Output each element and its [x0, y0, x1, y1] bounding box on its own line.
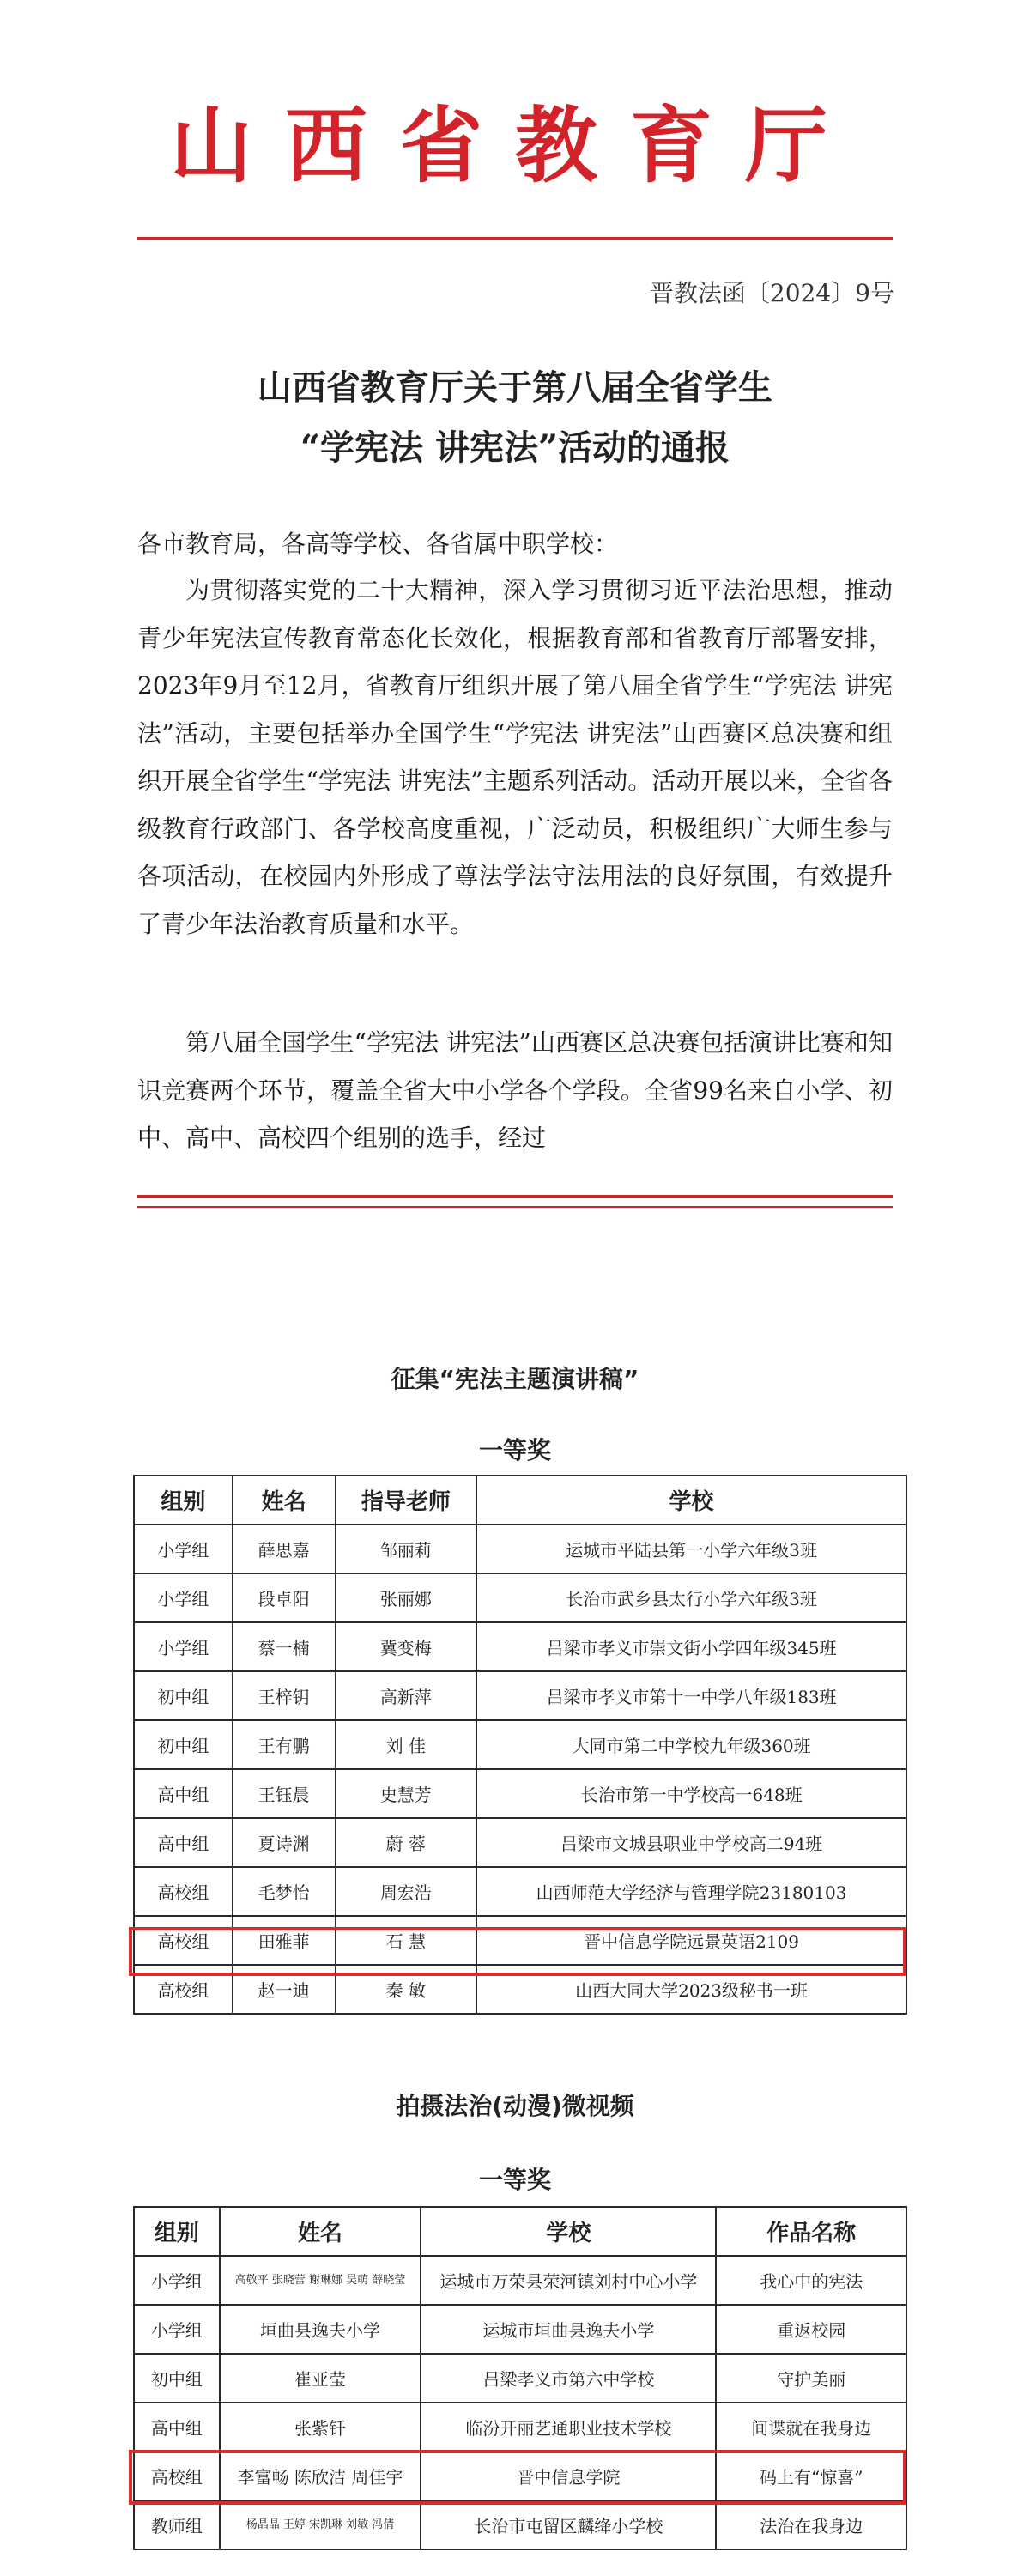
- cell-school: 山西师范大学经济与管理学院23180103: [476, 1867, 906, 1916]
- cell-work-title: 法治在我身边: [716, 2500, 906, 2549]
- cell-school: 运城市垣曲县逸夫小学: [421, 2305, 716, 2354]
- cell-group: 小学组: [134, 1573, 233, 1622]
- cell-teacher: 张丽娜: [336, 1573, 477, 1622]
- cell-name: 崔亚莹: [220, 2354, 421, 2403]
- cell-teacher: 周宏浩: [336, 1867, 477, 1916]
- cell-group: 高中组: [134, 2403, 220, 2452]
- body-paragraph-1: 为贯彻落实党的二十大精神，深入学习贯彻习近平法治思想，推动青少年宪法宣传教育常态化长效化，根据教育部和省教育厅部署安排，2023年9月至12月，省教育厅组织开展了第八届全省学生“学宪法 讲宪法”活动，主要包括举办全国学生“学宪法 讲宪法”山西赛区总决赛和组织开展全省学生“学宪法 讲宪法”主题系列活动。活动开展以来，全省各级教育行政部门、各学校高度重视，广泛动员，积极组织广大师生参与各项活动，在校园内外形成了尊法学法守法用法的良好氛围，有效提升了青少年法治教育质量和水平。: [137, 576, 893, 938]
- cell-name: 田雅菲: [233, 1916, 336, 1965]
- cell-teacher: 秦 敏: [336, 1965, 477, 2014]
- cell-teacher: 高新萍: [336, 1671, 477, 1720]
- cell-school: 晋中信息学院远景英语2109: [476, 1916, 906, 1965]
- col-header: 作品名称: [716, 2207, 906, 2256]
- cell-group: 初中组: [134, 2354, 220, 2403]
- cell-group: 小学组: [134, 2256, 220, 2305]
- cell-school: 运城市平陆县第一小学六年级3班: [476, 1524, 906, 1573]
- highlight-box: [129, 1927, 906, 1976]
- section2-award: 一等奖: [478, 2166, 551, 2194]
- cell-group: 初中组: [134, 1671, 233, 1720]
- cell-group: 高中组: [134, 1818, 233, 1867]
- table-header-row: [134, 1476, 906, 1524]
- cell-group: 高校组: [134, 2452, 220, 2500]
- cell-teacher: 冀变梅: [336, 1622, 477, 1671]
- cell-school: 临汾开丽艺通职业技术学校: [421, 2403, 716, 2452]
- body-paragraph-2: 第八届全国学生“学宪法 讲宪法”山西赛区总决赛包括演讲比赛和知识竞赛两个环节，覆盖全省大中小学各个学段。全省99名来自小学、初中、高中、高校四个组别的选手，经过: [137, 1028, 893, 1152]
- section1-award: 一等奖: [478, 1436, 551, 1464]
- table-row: [134, 1867, 906, 1916]
- cell-teacher: 蔚 蓉: [336, 1818, 477, 1867]
- cell-group: 教师组: [134, 2500, 220, 2549]
- table-row: [134, 2354, 906, 2403]
- table-header-row: [134, 2207, 906, 2256]
- col-header: 组别: [134, 2207, 220, 2256]
- cell-group: 初中组: [134, 1720, 233, 1769]
- table-row: [134, 2305, 906, 2354]
- col-header: 姓名: [220, 2207, 421, 2256]
- cell-school: 长治市第一中学校高一648班: [476, 1769, 906, 1818]
- col-header: 学校: [476, 1476, 906, 1524]
- cell-school: 大同市第二中学校九年级360班: [476, 1720, 906, 1769]
- cell-group: 小学组: [134, 2305, 220, 2354]
- cell-work-title: 间谍就在我身边: [716, 2403, 906, 2452]
- cell-work-title: 重返校园: [716, 2305, 906, 2354]
- addressee: 各市教育局，各高等学校、各省属中职学校：: [137, 530, 619, 558]
- notice-title-line1: 山西省教育厅关于第八届全省学生: [258, 367, 772, 408]
- cell-name: 李富畅 陈欣洁 周佳宇: [220, 2452, 421, 2500]
- cell-name: 张紫钎: [220, 2403, 421, 2452]
- cell-school: 吕梁市孝义市第十一中学八年级183班: [476, 1671, 906, 1720]
- cell-name: 王有鹏: [233, 1720, 336, 1769]
- table-row: [134, 1622, 906, 1671]
- red-footer-line: [137, 1195, 893, 1198]
- cell-school: 山西大同大学2023级秘书一班: [476, 1965, 906, 2014]
- org-letterhead: 山西省教育厅: [170, 97, 860, 194]
- col-header: 指导老师: [336, 1476, 477, 1524]
- cell-name: 薛思嘉: [233, 1524, 336, 1573]
- cell-teacher: 石 慧: [336, 1916, 477, 1965]
- cell-work-title: 我心中的宪法: [716, 2256, 906, 2305]
- red-divider: [137, 237, 893, 240]
- cell-school: 吕梁市孝义市崇文街小学四年级345班: [476, 1622, 906, 1671]
- cell-teacher: 刘 佳: [336, 1720, 477, 1769]
- cell-name: 高敬平 张晓蕾 谢琳娜 吴萌 薛晓莹: [220, 2256, 421, 2305]
- table-row: [134, 1818, 906, 1867]
- cell-school: 运城市万荣县荣河镇刘村中心小学: [421, 2256, 716, 2305]
- table-row: [134, 1720, 906, 1769]
- cell-group: 高中组: [134, 1769, 233, 1818]
- cell-group: 高校组: [134, 1867, 233, 1916]
- cell-name: 夏诗渊: [233, 1818, 336, 1867]
- cell-name: 垣曲县逸夫小学: [220, 2305, 421, 2354]
- cell-name: 王梓钥: [233, 1671, 336, 1720]
- section2-title: 拍摄法治(动漫)微视频: [396, 2092, 634, 2120]
- table-row: [134, 2500, 906, 2549]
- cell-school: 吕梁市文城县职业中学校高二94班: [476, 1818, 906, 1867]
- notice-title-line2: “学宪法 讲宪法”活动的通报: [300, 427, 730, 468]
- table-row: [134, 1524, 906, 1573]
- cell-school: 长治市屯留区麟绛小学校: [421, 2500, 716, 2549]
- section1-title: 征集“宪法主题演讲稿”: [391, 1365, 639, 1393]
- red-footer-line-thin: [137, 1206, 893, 1208]
- cell-group: 小学组: [134, 1622, 233, 1671]
- cell-name: 段卓阳: [233, 1573, 336, 1622]
- cell-teacher: 史慧芳: [336, 1769, 477, 1818]
- cell-work-title: 码上有“惊喜”: [716, 2452, 906, 2500]
- col-header: 姓名: [233, 1476, 336, 1524]
- highlight-box: [129, 2450, 906, 2505]
- table-row: [134, 1769, 906, 1818]
- cell-teacher: 邹丽莉: [336, 1524, 477, 1573]
- table-row: [134, 1671, 906, 1720]
- document-number: 晋教法函〔2024〕9号: [649, 279, 894, 307]
- cell-work-title: 守护美丽: [716, 2354, 906, 2403]
- cell-name: 毛梦怡: [233, 1867, 336, 1916]
- cell-school: 吕梁孝义市第六中学校: [421, 2354, 716, 2403]
- cell-name: 杨晶晶 王婷 宋凯琳 刘敏 冯倩: [220, 2500, 421, 2549]
- col-header: 组别: [134, 1476, 233, 1524]
- cell-group: 小学组: [134, 1524, 233, 1573]
- table-row: [134, 2256, 906, 2305]
- col-header: 学校: [421, 2207, 716, 2256]
- cell-school: 长治市武乡县太行小学六年级3班: [476, 1573, 906, 1622]
- table-row: [134, 1573, 906, 1622]
- cell-name: 赵一迪: [233, 1965, 336, 2014]
- cell-group: 高校组: [134, 1916, 233, 1965]
- cell-group: 高校组: [134, 1965, 233, 2014]
- cell-school: 晋中信息学院: [421, 2452, 716, 2500]
- table-row: [134, 2403, 906, 2452]
- cell-name: 蔡一楠: [233, 1622, 336, 1671]
- cell-name: 王钰晨: [233, 1769, 336, 1818]
